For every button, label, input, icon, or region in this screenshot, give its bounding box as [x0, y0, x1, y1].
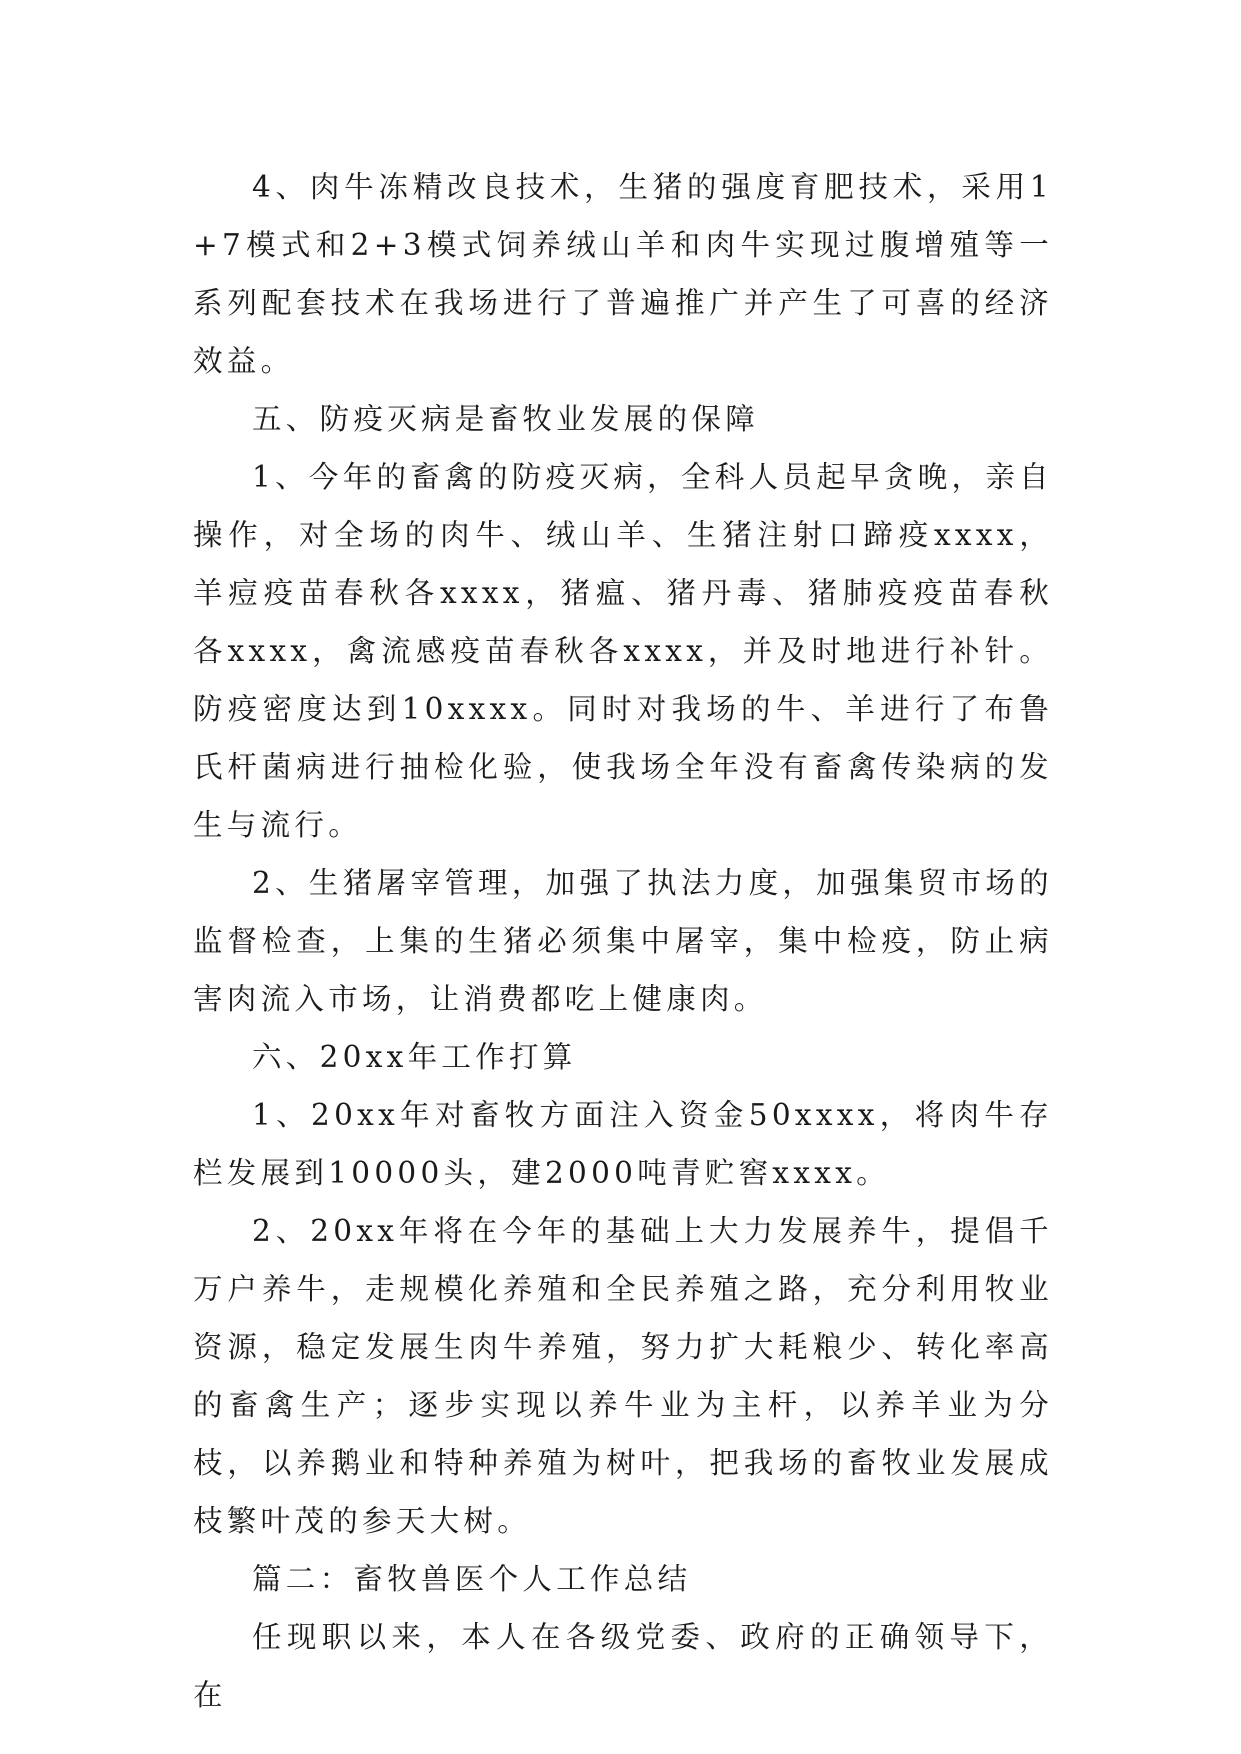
section-heading-epidemic-prevention: 五、防疫灭病是畜牧业发展的保障 — [252, 402, 760, 436]
paragraph-plan-item2-cattle-development: 2、20xx年将在今年的基础上大力发展养牛，提倡千万户养牛，走规模化养殖和全民养殖之路，充分利用牧业资源，稳定发展生肉牛养殖，努力扩大耗粮少、转化率高的畜禽生产；逐步实现以养牛业为主杆，以养羊业为分枝，以养鹅业和特种养殖为树叶，把我场的畜牧业发展成枝繁叶茂的参天大树。 — [193, 1214, 1053, 1538]
paragraph-item1-vaccination: 1、今年的畜禽的防疫灭病，全科人员起早贪晚，亲自操作，对全场的肉牛、绒山羊、生猪注射口蹄疫xxxx，羊痘疫苗春秋各xxxx，猪瘟、猪丹毒、猪肺疫疫苗春秋各xxxx，禽流感疫苗春秋各xxxx，并及时地进行补针。防疫密度达到10xxxx。同时对我场的牛、羊进行了布鲁氏杆菌病进行抽检化验，使我场全年没有畜禽传染病的发生与流行。 — [193, 460, 1053, 842]
paragraph-part-two-intro: 任现职以来，本人在各级党委、政府的正确领导下，在 — [193, 1620, 1053, 1712]
paragraph-item4-technology: 4、肉牛冻精改良技术，生猪的强度育肥技术，采用1+7模式和2+3模式饲养绒山羊和肉牛实现过腹增殖等一系列配套技术在我场进行了普遍推广并产生了可喜的经济效益。 — [193, 170, 1053, 378]
document-body — [193, 158, 1053, 1724]
paragraph-item2-slaughter-management: 2、生猪屠宰管理，加强了执法力度，加强集贸市场的监督检查，上集的生猪必须集中屠宰，集中检疫，防止病害肉流入市场，让消费都吃上健康肉。 — [193, 866, 1053, 1016]
article-heading-part-two: 篇二：畜牧兽医个人工作总结 — [252, 1562, 692, 1596]
section-heading-work-plan: 六、20xx年工作打算 — [252, 1040, 577, 1074]
paragraph-plan-item1-investment: 1、20xx年对畜牧方面注入资金50xxxx，将肉牛存栏发展到10000头，建2000吨青贮窖xxxx。 — [193, 1098, 1053, 1190]
